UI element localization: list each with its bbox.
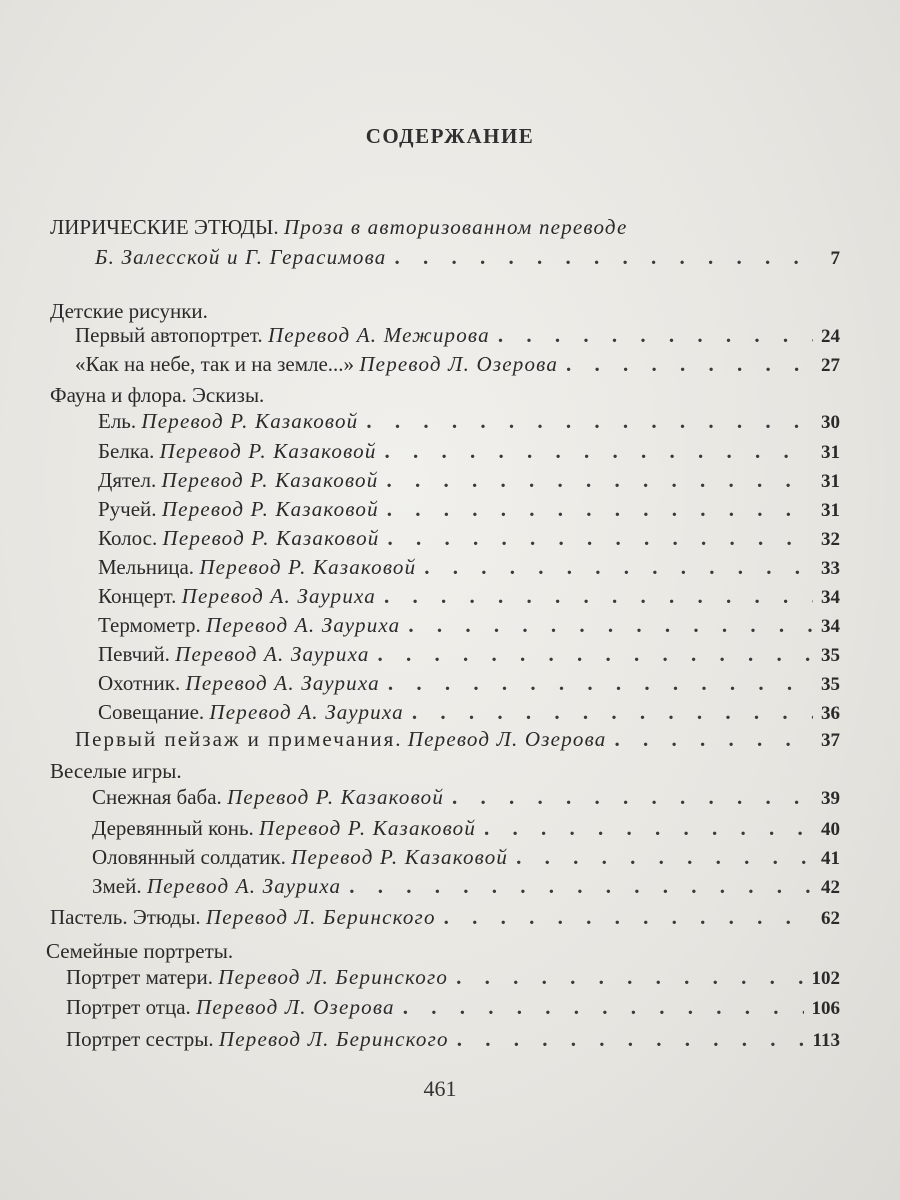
entry-page: 31	[821, 442, 840, 463]
entry-title: ЛИРИЧЕСКИЕ ЭТЮДЫ.	[50, 215, 279, 239]
entry-page: 34	[821, 587, 840, 608]
dot-leader	[424, 552, 813, 582]
toc-entry	[66, 962, 840, 992]
toc-entry	[66, 1024, 840, 1054]
entry-title: Фауна и флора. Эскизы.	[50, 383, 265, 407]
dot-leader	[444, 902, 813, 932]
entry-title: Змей.	[92, 874, 142, 898]
dot-leader	[403, 992, 804, 1022]
entry-translator: Перевод Л. Беринского	[218, 1027, 449, 1051]
entry-translator: Перевод Р. Казаковой	[161, 468, 379, 492]
entry-page: 24	[821, 326, 840, 347]
entry-page: 102	[811, 968, 840, 989]
toc-entry	[98, 465, 840, 495]
toc-entry	[98, 552, 840, 582]
dot-leader	[387, 494, 813, 524]
toc-entry	[66, 992, 840, 1022]
entry-title: Белка.	[98, 439, 155, 463]
dot-leader	[386, 465, 813, 495]
entry-title: Совещание.	[98, 700, 205, 724]
entry-translator: Перевод Л. Беринского	[205, 905, 436, 929]
dot-leader	[387, 523, 813, 553]
toc-entry	[75, 349, 840, 379]
entry-title: Семейные портреты.	[46, 939, 234, 963]
entry-page: 106	[811, 998, 840, 1019]
dot-leader	[412, 697, 813, 727]
toc-entry	[75, 320, 840, 350]
toc-entry	[75, 724, 840, 754]
entry-translator: Проза в авторизованном переводе	[283, 215, 628, 239]
entry-translator: Перевод А. Зауриха	[205, 613, 401, 637]
toc-entry	[95, 242, 840, 272]
dot-leader	[498, 320, 813, 350]
dot-leader	[457, 1024, 805, 1054]
entry-title: Портрет сестры.	[66, 1027, 214, 1051]
entry-translator: Перевод А. Зауриха	[181, 584, 376, 608]
entry-title: Портрет отца.	[66, 995, 191, 1019]
entry-page: 39	[821, 788, 840, 809]
entry-title: Ручей.	[98, 497, 157, 521]
entry-page: 62	[821, 908, 840, 929]
toc-entry	[92, 782, 840, 812]
entry-translator: Перевод Р. Казаковой	[199, 555, 417, 579]
toc-entry	[98, 610, 840, 640]
entry-page: 35	[821, 674, 840, 695]
toc-entry	[98, 581, 840, 611]
entry-title: Первый пейзаж и примечания.	[75, 727, 403, 751]
entry-page: 37	[821, 730, 840, 751]
dot-leader	[394, 242, 822, 272]
entry-page: 36	[821, 703, 840, 724]
dot-leader	[566, 349, 813, 379]
entry-translator: Перевод Л. Озерова	[407, 727, 607, 751]
entry-translator: Перевод Л. Озерова	[196, 995, 395, 1019]
entry-title: Дятел.	[98, 468, 157, 492]
entry-translator: Перевод Р. Казаковой	[162, 526, 380, 550]
entry-title: Деревянный конь.	[92, 816, 254, 840]
entry-translator: Перевод А. Зауриха	[209, 700, 404, 724]
dot-leader	[408, 610, 813, 640]
entry-title: Певчий.	[98, 642, 170, 666]
dot-leader	[384, 581, 813, 611]
toc-entry	[92, 813, 840, 843]
entry-translator: Перевод А. Зауриха	[185, 671, 380, 695]
entry-page: 32	[821, 529, 840, 550]
entry-page: 33	[821, 558, 840, 579]
entry-page: 41	[821, 848, 840, 869]
entry-title: Колос.	[98, 526, 158, 550]
dot-leader	[516, 842, 813, 872]
entry-title: Оловянный солдатик.	[92, 845, 286, 869]
entry-translator: Перевод Р. Казаковой	[159, 439, 377, 463]
toc-entry	[98, 494, 840, 524]
toc-entry	[50, 902, 840, 932]
page-number: 461	[423, 1076, 457, 1101]
entry-title: Портрет матери.	[66, 965, 213, 989]
entry-title: Первый автопортрет.	[75, 323, 263, 347]
entry-translator: Перевод Р. Казаковой	[161, 497, 379, 521]
entry-title: Пастель. Этюды.	[50, 905, 201, 929]
entry-page: 35	[821, 645, 840, 666]
dot-leader	[456, 962, 803, 992]
entry-translator: Перевод А. Зауриха	[146, 874, 342, 898]
entry-translator: Перевод Р. Казаковой	[141, 409, 359, 433]
entry-page: 40	[821, 819, 840, 840]
entry-title: Веселые игры.	[50, 759, 182, 783]
entry-page: 30	[821, 412, 840, 433]
toc-entry	[98, 406, 840, 436]
entry-title: Концерт.	[98, 584, 177, 608]
entry-title: Снежная баба.	[92, 785, 222, 809]
entry-translator: Б. Залесской и Г. Герасимова	[95, 245, 387, 269]
toc-entry	[92, 842, 840, 872]
entry-page: 31	[821, 500, 840, 521]
entry-page: 7	[830, 248, 840, 269]
dot-leader	[614, 724, 813, 754]
dot-leader	[366, 406, 813, 436]
entry-page: 34	[821, 616, 840, 637]
entry-title: Ель.	[98, 409, 137, 433]
entry-title: Охотник.	[98, 671, 181, 695]
toc-entry	[98, 523, 840, 553]
dot-leader	[378, 639, 813, 669]
dot-leader	[452, 782, 813, 812]
entry-page: 27	[821, 355, 840, 376]
toc-entry	[98, 668, 840, 698]
entry-translator: Перевод А. Межирова	[267, 323, 490, 347]
dot-leader	[388, 668, 813, 698]
dot-leader	[385, 436, 813, 466]
entry-page: 113	[812, 1030, 840, 1051]
entry-title: «Как на небе, так и на земле...»	[75, 352, 355, 376]
toc-entry	[98, 639, 840, 669]
entry-title: Термометр.	[98, 613, 201, 637]
entry-page: 31	[821, 471, 840, 492]
toc-entry	[50, 212, 840, 242]
entry-translator: Перевод Л. Беринского	[218, 965, 449, 989]
entry-translator: Перевод Р. Казаковой	[291, 845, 509, 869]
entry-title: Мельница.	[98, 555, 195, 579]
dot-leader	[349, 871, 813, 901]
entry-translator: Перевод Р. Казаковой	[227, 785, 445, 809]
entry-translator: Перевод Р. Казаковой	[259, 816, 477, 840]
entry-translator: Перевод Л. Озерова	[359, 352, 559, 376]
entry-translator: Перевод А. Зауриха	[175, 642, 370, 666]
toc-entry	[98, 697, 840, 727]
dot-leader	[484, 813, 813, 843]
entry-title: Детские рисунки.	[50, 299, 208, 323]
toc-entry	[92, 871, 840, 901]
entry-page: 42	[821, 877, 840, 898]
page-title: СОДЕРЖАНИЕ	[365, 124, 535, 148]
toc-entry	[98, 436, 840, 466]
